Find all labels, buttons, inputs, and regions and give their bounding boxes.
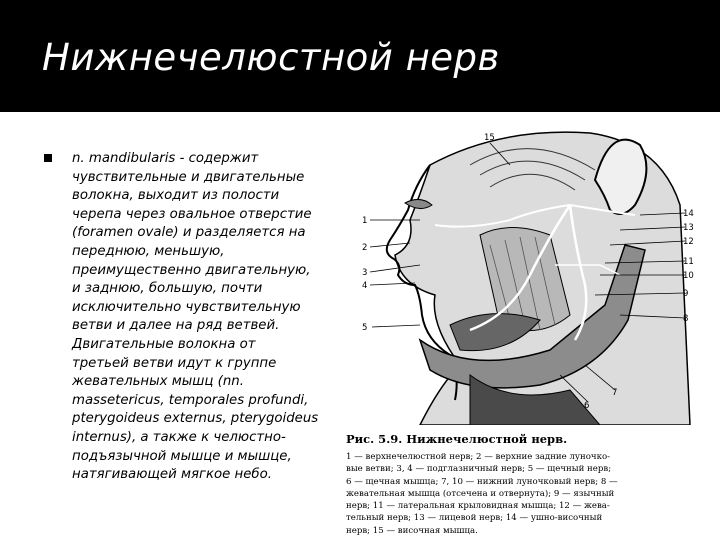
label-12: 12 [683,237,694,247]
title-bar [0,0,720,112]
figure-caption [346,432,710,537]
label-15: 15 [484,133,495,143]
caption-body: 1 — верхнечелюстной нерв; 2 — верхние задние луночко- вые ветви; 3, 4 — подглазничный нерв; 5 — щечный нерв; 6 — щечная мышца; 7, 10 — нижний луночковый нерв; 8 — жевательная мышца (отсечена и отвернута); 9 — язычный нерв; 11 — латеральная крыловидная мышца; 12 — жева- тельный нерв; 13 — лицевой нерв; 14 — ушно-височный нерв; 15 — височная мышца. [346,452,618,536]
label-14: 14 [683,209,694,219]
caption-title: Рис. 5.9. Нижнечелюстной нерв. [346,432,568,446]
label-8: 8 [683,314,689,324]
mandibular-nerve-illustration [360,125,705,425]
square-bullet-icon [44,154,52,162]
bullet-text: n. mandibularis - содержит чувствительные и двигательные волокна, выходит из полости черепа через овальное отверстие (foramen ovale) и разделяется на переднюю, меньшую, преимущественно двигательную, и заднюю, большую, почти исключительно чувствительную ветви и далее на ряд ветвей. Двигательные волокна от третьей ветви идут к группе жевательных мышц (nn. massetericus, temporales profundi, pterygoideus externus, pterygoideus internus), а также к челюстно- подъязычной мышце и мышце, натягивающей мягкое небо. [72,151,319,483]
label-6: 6 [584,401,590,411]
label-11: 11 [683,257,694,267]
label-3: 3 [362,268,368,278]
label-2: 2 [362,243,368,253]
label-7: 7 [612,388,618,398]
label-5: 5 [362,323,368,333]
label-10: 10 [683,271,694,281]
label-1: 1 [362,216,368,226]
slide-title: Нижнечелюстной нерв [42,36,500,79]
label-4: 4 [362,281,368,291]
anatomy-figure [360,125,705,425]
label-13: 13 [683,223,694,233]
label-9: 9 [683,289,689,299]
